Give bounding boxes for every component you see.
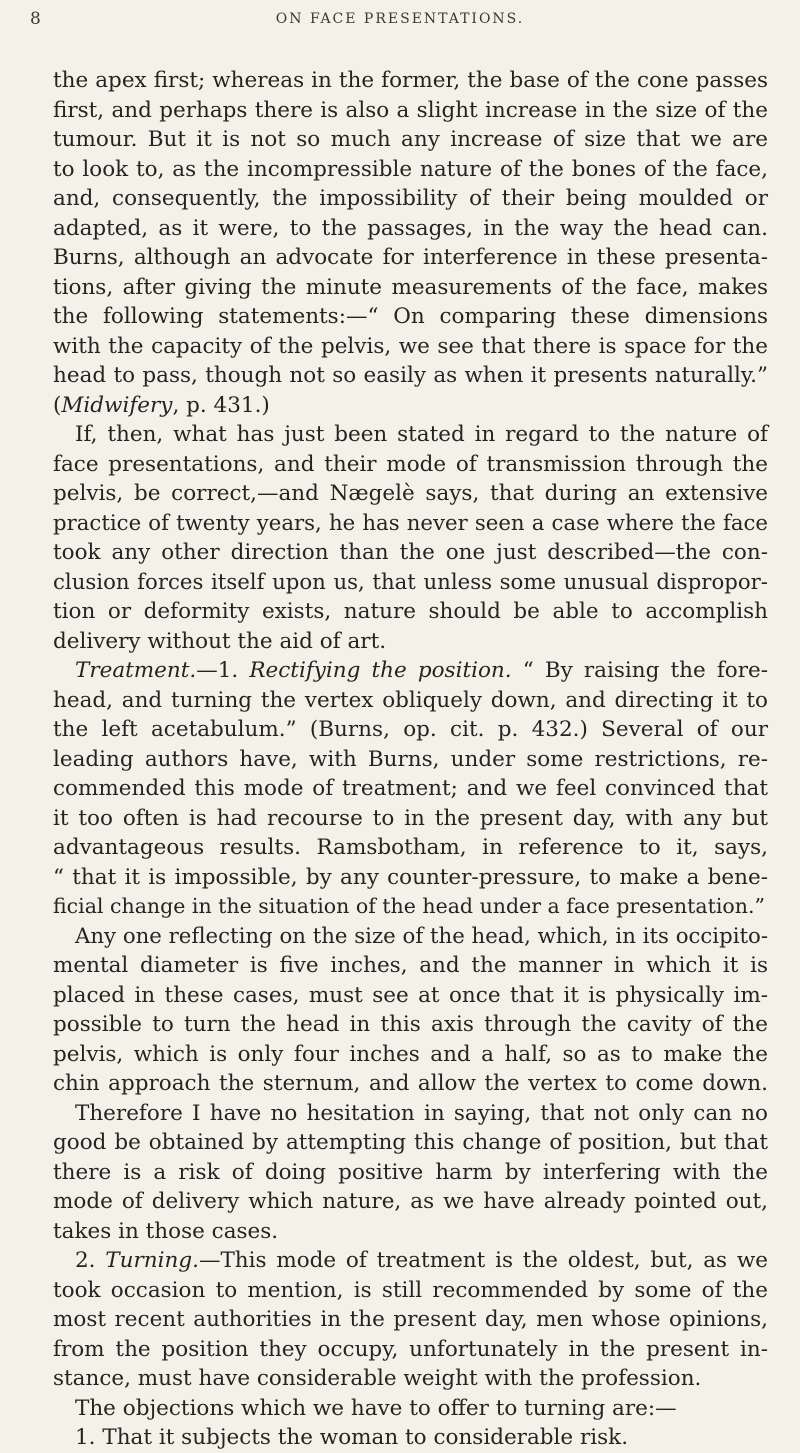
text-line: most recent authorities in the present day, men whose opinions, [53, 1307, 768, 1332]
text-line: tion or deformity exists, nature should be able to accomplish [53, 599, 768, 624]
paragraph-start-line: Any one reflecting on the size of the head, which, in its occipito- [75, 923, 768, 949]
text-line: mode of delivery which nature, as we have already pointed out, [53, 1189, 768, 1214]
text-line: the left acetabulum.” (Burns, op. cit. p. 432.) Several of our [53, 717, 768, 742]
text-line: to look to, as the incompressible nature of the bones of the face, [53, 156, 768, 182]
text-line: from the position they occupy, unfortunately in the present in- [53, 1336, 768, 1362]
running-head: ON FACE PRESENTATIONS. [275, 11, 525, 27]
text-line: first, and perhaps there is also a slight increase in the size of the [53, 97, 768, 123]
text-line: clusion forces itself upon us, that unless some unusual dispropor- [53, 569, 768, 595]
text-line: tions, after giving the minute measurements of the face, makes [53, 274, 768, 300]
text-line: “ that it is impossible, by any counter-pressure, to make a bene- [53, 864, 768, 890]
turning-heading-line: 2. Turning.—This mode of treatment is the oldest, but, as we [75, 1248, 768, 1273]
paragraph-start-line: Therefore I have no hesitation in saying, that not only can no [75, 1100, 768, 1126]
body-text [53, 66, 768, 1453]
text-line: the apex first; whereas in the former, the base of the cone passes [53, 68, 768, 93]
text-line: took any other direction than the one just described—the con- [53, 540, 768, 565]
text-line: delivery without the aid of art. [53, 628, 387, 654]
treatment-heading-line: Treatment.—1. Rectifying the position. “ By raising the fore- [75, 658, 768, 683]
text-line: head, and turning the vertex obliquely down, and directing it to [53, 687, 768, 713]
text-line: practice of twenty years, he has never seen a case where the face [53, 510, 768, 536]
text-line: there is a risk of doing positive harm by interfering with the [53, 1159, 768, 1185]
text-line: advantageous results. Ramsbotham, in reference to it, says, [53, 835, 768, 860]
italic-phrase: Midwifery [61, 392, 173, 418]
text-line: ficial change in the situation of the head under a face presentation.” [53, 894, 765, 918]
text-line: it too often is had recourse to in the present day, with any but [53, 805, 768, 831]
text-line: mental diameter is five inches, and the manner in which it is [53, 953, 768, 978]
citation-line: (Midwifery, p. 431.) [53, 392, 270, 418]
text-line: the following statements:—“ On comparing these dimensions [53, 304, 768, 329]
text-line: takes in those cases. [53, 1218, 279, 1244]
numbered-objection-line: 1. That it subjects the woman to considerable risk. [75, 1425, 629, 1450]
text-line: and, consequently, the impossibility of their being moulded or [53, 186, 768, 211]
text-line: tumour. But it is not so much any increase of size that we are [53, 127, 768, 152]
italic-phrase: Rectifying the position. [249, 658, 512, 683]
text-line: chin approach the sternum, and allow the vertex to come down. [53, 1071, 768, 1096]
text-line: placed in these cases, must see at once that it is physically im- [53, 982, 768, 1008]
text-line: took occasion to mention, is still recommended by some of the [53, 1277, 768, 1303]
paragraph-start-line: The objections which we have to offer to turning are:— [75, 1395, 677, 1421]
text-line: leading authors have, with Burns, under some restrictions, re- [53, 746, 768, 772]
text-line: face presentations, and their mode of transmission through the [53, 451, 768, 477]
text-line: head to pass, though not so easily as when it presents naturally.” [53, 363, 768, 388]
text-line: pelvis, be correct,—and Nægelè says, that during an extensive [53, 481, 768, 506]
italic-phrase: Treatment. [75, 658, 197, 683]
text-line: with the capacity of the pelvis, we see that there is space for the [53, 333, 768, 359]
text-line: pelvis, which is only four inches and a half, so as to make the [53, 1041, 768, 1067]
text-line: stance, must have considerable weight with the profession. [53, 1366, 702, 1391]
text-line: adapted, as it were, to the passages, in the way the head can. [53, 215, 768, 241]
italic-phrase: Turning. [105, 1248, 199, 1273]
text-line: good be obtained by attempting this change of position, but that [53, 1130, 768, 1155]
page-header [0, 4, 800, 34]
text-line: possible to turn the head in this axis through the cavity of the [53, 1012, 768, 1037]
paragraph-start-line: If, then, what has just been stated in regard to the nature of [75, 422, 768, 447]
page-number: 8 [30, 9, 41, 29]
text-line: Burns, although an advocate for interference in these presenta- [53, 245, 768, 270]
text-line: commended this mode of treatment; and we feel convinced that [53, 776, 768, 801]
